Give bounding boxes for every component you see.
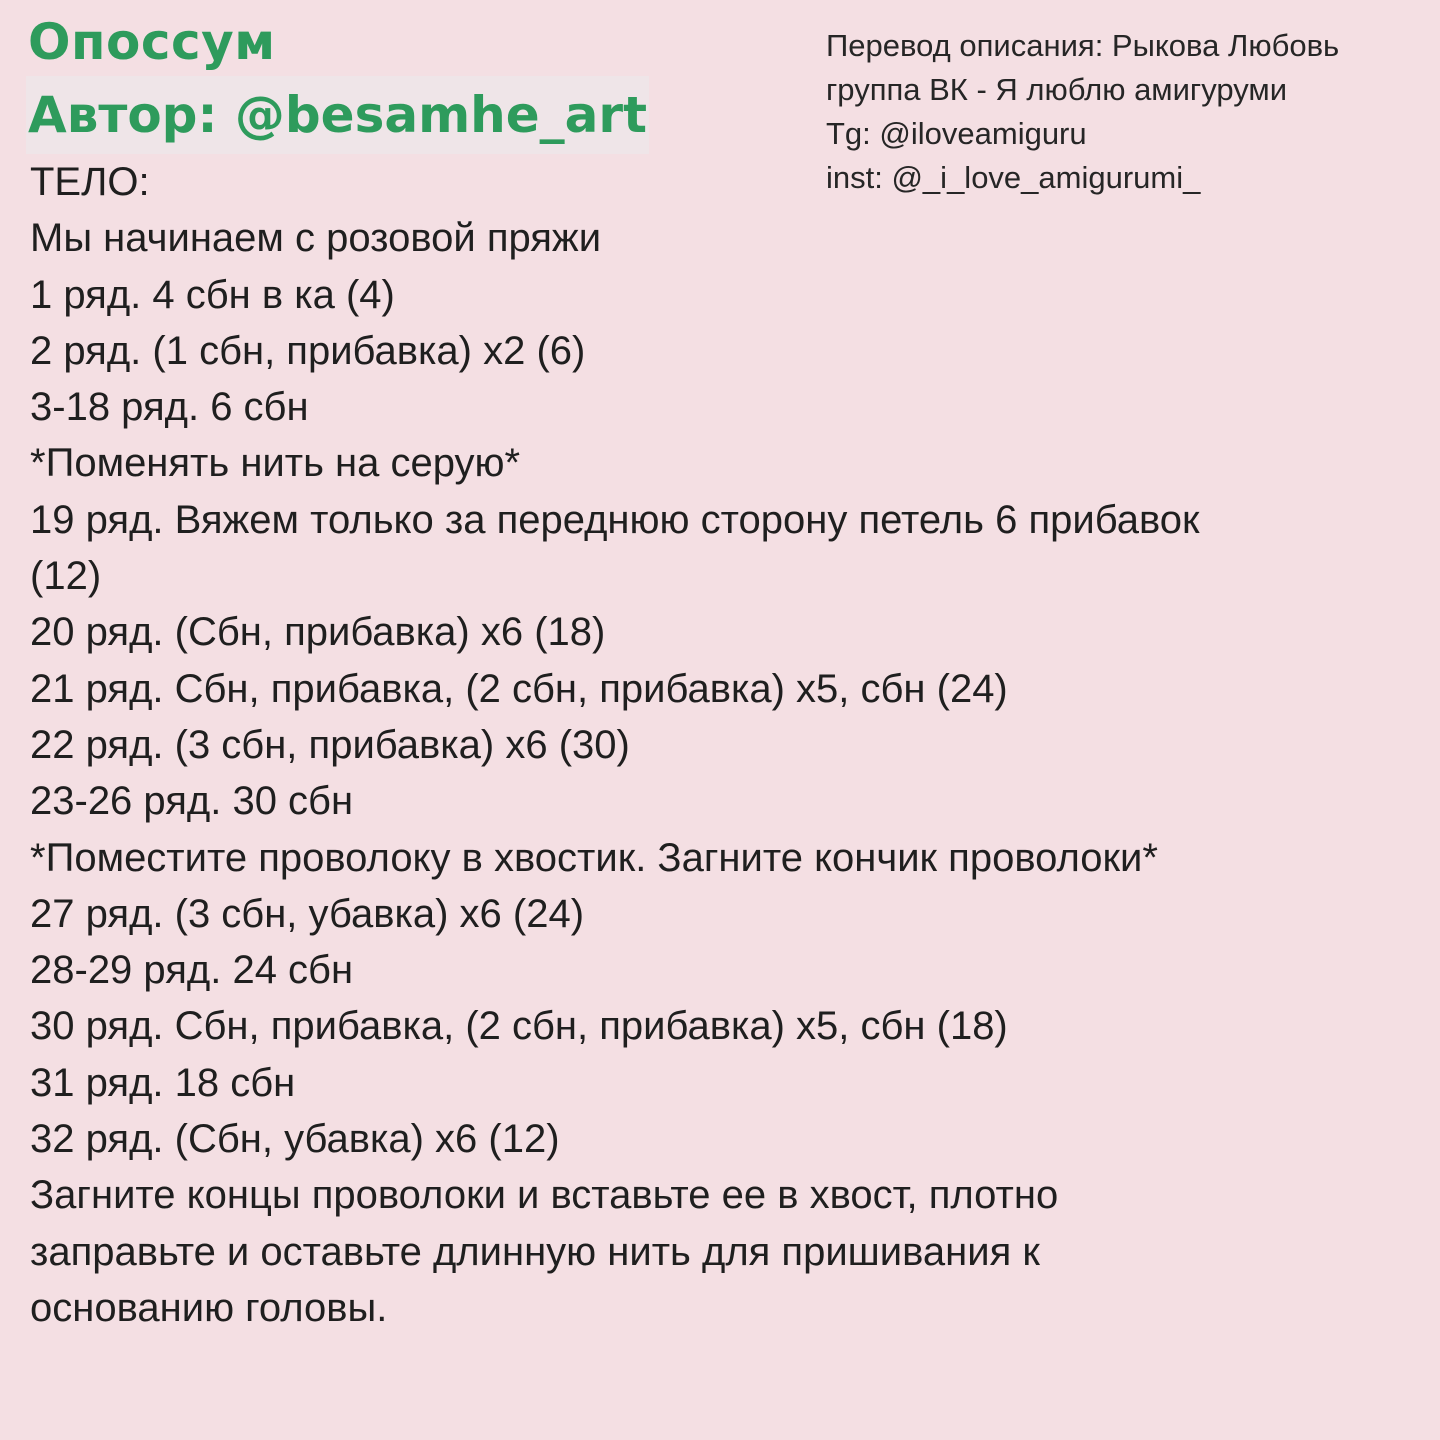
text-line: 3-18 ряд. 6 сбн bbox=[30, 385, 309, 430]
telegram-credit: Tg: @iloveamiguru bbox=[826, 116, 1087, 151]
text-line: 2 ряд. (1 сбн, прибавка) x2 (6) bbox=[30, 328, 586, 373]
translation-credit: Перевод описания: Рыкова Любовь bbox=[826, 28, 1340, 63]
vk-group-credit: группа ВК - Я люблю амигуруми bbox=[826, 72, 1288, 107]
text-line: 23-26 ряд. 30 сбн bbox=[30, 779, 354, 824]
text-line: 28-29 ряд. 24 сбн bbox=[30, 948, 354, 993]
page-title: Опоссум bbox=[28, 13, 276, 71]
text-line: *Поменять нить на серую* bbox=[30, 441, 521, 486]
text-line: 20 ряд. (Сбн, прибавка) x6 (18) bbox=[30, 610, 606, 655]
header bbox=[26, 8, 649, 154]
text-line: 31 ряд. 18 сбн bbox=[30, 1060, 296, 1105]
text-line: Мы начинаем с розовой пряжи bbox=[30, 216, 602, 261]
text-line: 27 ряд. (3 сбн, убавка) x6 (24) bbox=[30, 891, 585, 936]
section-title: ТЕЛО: bbox=[30, 160, 150, 204]
author-line: Автор: @besamhe_art bbox=[26, 76, 649, 154]
text-line: 1 ряд. 4 сбн в ка (4) bbox=[30, 272, 395, 317]
instagram-credit: inst: @_i_love_amigurumi_ bbox=[826, 160, 1201, 195]
text-line: (12) bbox=[30, 554, 102, 599]
text-line: 32 ряд. (Сбн, убавка) x6 (12) bbox=[30, 1117, 560, 1162]
text-line: заправьте и оставьте длинную нить для пришивания к bbox=[30, 1229, 1040, 1274]
text-line: Загните концы проволоки и вставьте ее в хвост, плотно bbox=[30, 1173, 1059, 1218]
text-line: 19 ряд. Вяжем только за переднюю сторону петель 6 прибавок bbox=[30, 497, 1200, 542]
pattern-body bbox=[30, 154, 1420, 1336]
text-line: *Поместите проволоку в хвостик. Загните кончик проволоки* bbox=[30, 835, 1158, 880]
text-line: 30 ряд. Сбн, прибавка, (2 сбн, прибавка) x5, сбн (18) bbox=[30, 1004, 1008, 1049]
text-line: основанию головы. bbox=[30, 1285, 388, 1330]
text-line: 21 ряд. Сбн, прибавка, (2 сбн, прибавка) x5, сбн (24) bbox=[30, 666, 1008, 711]
text-line: 22 ряд. (3 сбн, прибавка) x6 (30) bbox=[30, 722, 630, 767]
